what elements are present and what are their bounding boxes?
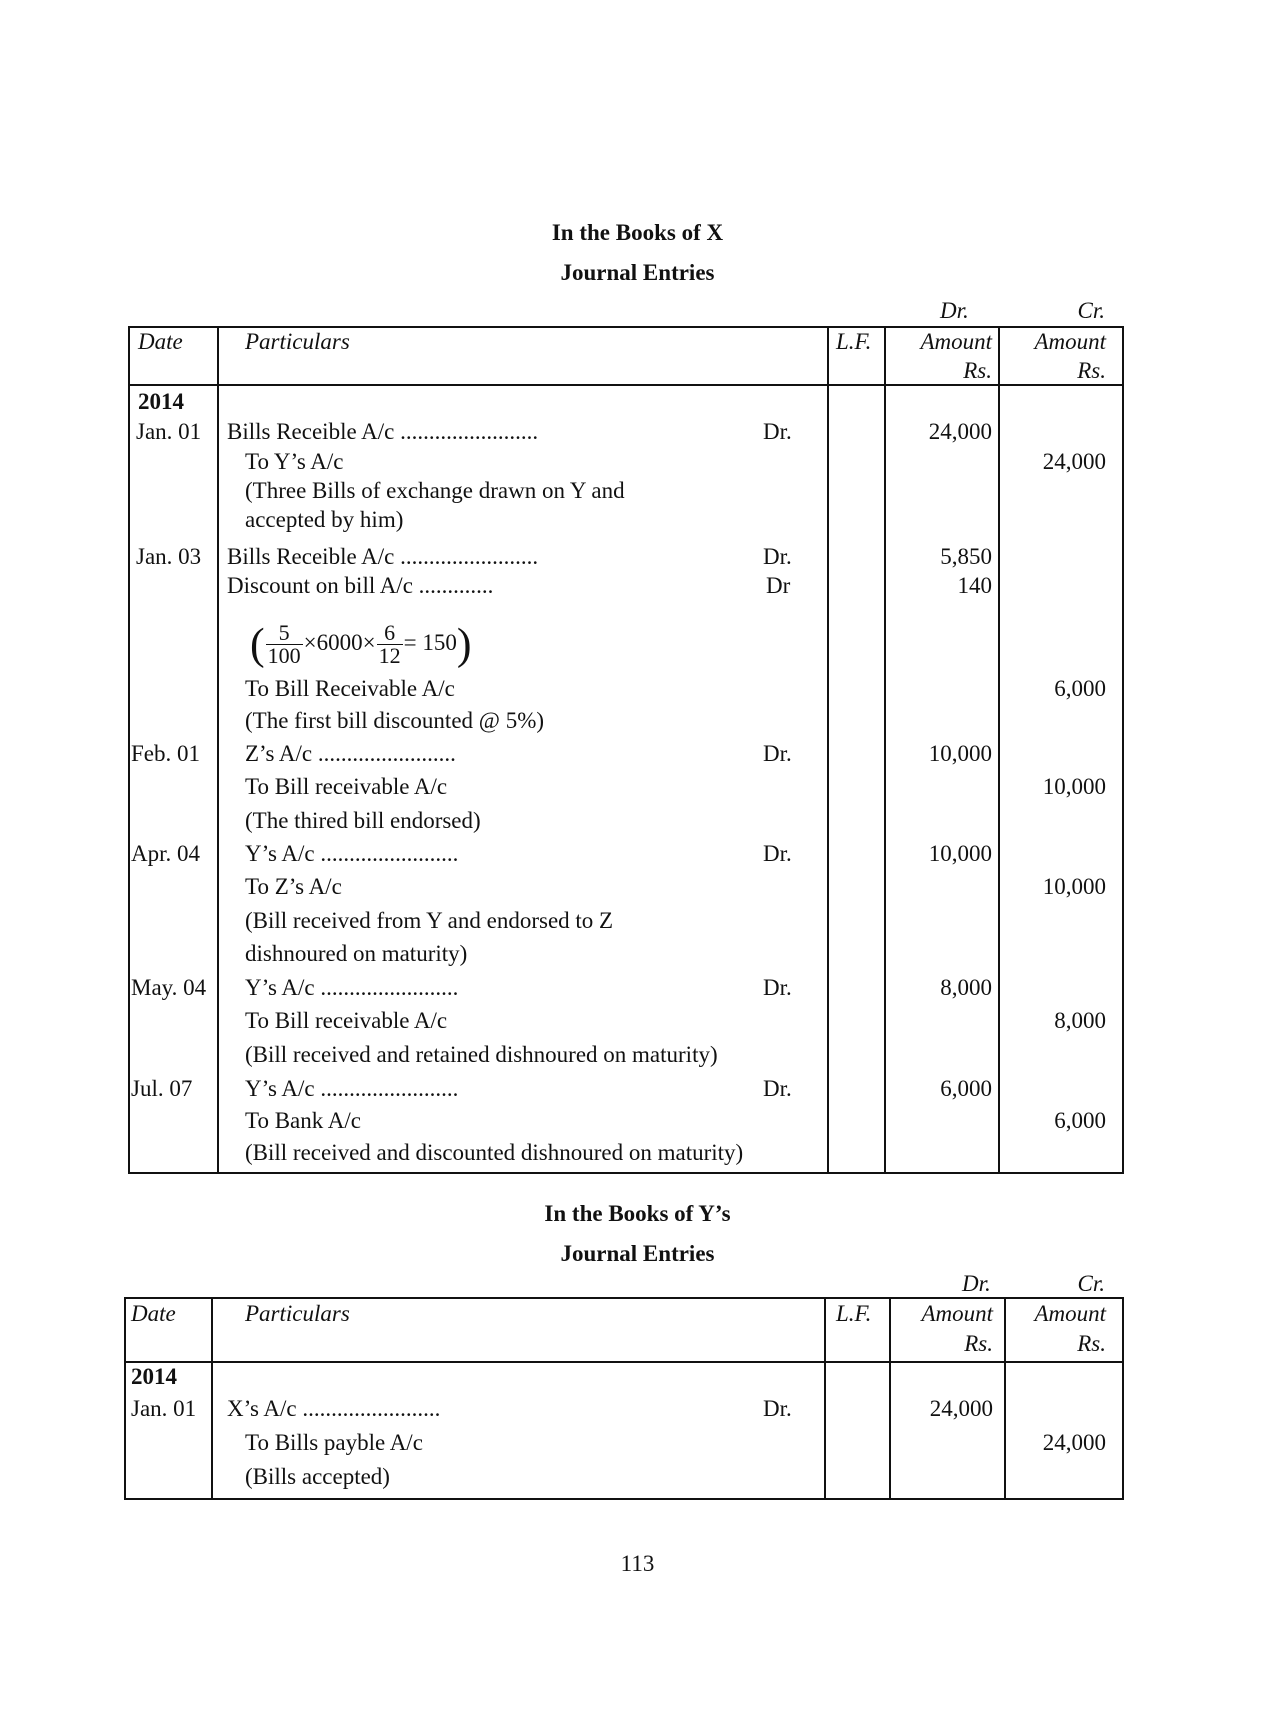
entry-narration: (Bill received and retained dishnoured on maturity) (245, 1042, 718, 1067)
col-divider (1004, 1297, 1006, 1500)
book1-dr-label: Dr. (940, 298, 969, 323)
fraction: $\frac{6}{12}$ (378, 620, 401, 669)
entry-dr-mark: Dr. (763, 544, 792, 569)
entry-narration: (Bill received from Y and endorsed to Z (245, 908, 614, 933)
col-divider (824, 1297, 826, 1500)
header-date: Date (131, 1301, 176, 1326)
entry-dr-mark: Dr. (763, 841, 792, 866)
header-cr-amount: Amount (1034, 329, 1106, 354)
entry-dr-mark: Dr. (763, 419, 792, 444)
header-cr-rs: Rs. (1077, 1331, 1106, 1356)
book2-title: In the Books of Y’s (544, 1201, 731, 1226)
entry-cr-amount: 8,000 (1054, 1008, 1106, 1033)
entry-date: Jan. 03 (136, 544, 202, 569)
close-paren: ) (456, 619, 472, 669)
entry-cr-amount: 10,000 (1042, 874, 1106, 899)
open-paren: ( (250, 619, 265, 669)
header-lf: L.F. (836, 329, 872, 354)
col-divider (998, 326, 1000, 1174)
entry-debit: Bills Receible A/c ........................ (227, 419, 539, 444)
entry-dr-amount: 24,000 (929, 1396, 993, 1421)
entry-cr-amount: 6,000 (1054, 1108, 1106, 1133)
book2-dr-label: Dr. (962, 1271, 991, 1296)
book1-title: In the Books of X (551, 220, 724, 245)
entry-narration: (Bill received and discounted dishnoured on maturity) (245, 1140, 744, 1165)
header-cr-amount: Amount (1034, 1301, 1106, 1326)
entry-narration: (The first bill discounted @ 5%) (245, 708, 545, 733)
entry-dr-amount: 10,000 (928, 841, 992, 866)
col-divider (889, 1297, 891, 1500)
entry-cr-amount: 24,000 (1042, 449, 1106, 474)
entry-dr-amount: 8,000 (940, 975, 992, 1000)
entry-debit: Z’s A/c ........................ (245, 741, 456, 766)
year-label: 2014 (138, 389, 184, 414)
entry-credit: To Bank A/c (245, 1108, 361, 1133)
col-divider (217, 326, 219, 1174)
discount-formula (250, 618, 472, 668)
entry-debit: Y’s A/c ........................ (245, 841, 459, 866)
book2-cr-label: Cr. (1077, 1271, 1105, 1296)
entry-dr-mark: Dr. (763, 975, 792, 1000)
header-date: Date (138, 329, 183, 354)
entry-narration: (Bills accepted) (245, 1464, 390, 1489)
entry-debit: Y’s A/c ........................ (245, 975, 459, 1000)
entry-dr-amount: 10,000 (928, 741, 992, 766)
entry-dr-amount: 24,000 (928, 419, 992, 444)
entry-date: Jul. 07 (131, 1076, 193, 1101)
entry-narration: accepted by him) (245, 507, 404, 532)
formula-result: = 150 (403, 630, 457, 655)
entry-credit: To Bill receivable A/c (245, 774, 448, 799)
book1-subtitle: Journal Entries (560, 260, 715, 285)
entry-credit: To Bill Receivable A/c (245, 676, 455, 701)
entry-cr-amount: 24,000 (1042, 1430, 1106, 1455)
entry-cr-amount: 6,000 (1054, 676, 1106, 701)
entry-dr-mark-2: Dr (766, 573, 791, 598)
entry-date: Apr. 04 (131, 841, 200, 866)
header-dr-rs: Rs. (963, 358, 992, 383)
entry-cr-amount: 10,000 (1042, 774, 1106, 799)
formula-mid: ×6000× (303, 630, 376, 655)
entry-debit: Bills Receible A/c ........................ (227, 544, 539, 569)
entry-dr-amount: 6,000 (940, 1076, 992, 1101)
header-lf: L.F. (836, 1301, 872, 1326)
header-dr-amount: Amount (920, 329, 992, 354)
entry-narration: (Three Bills of exchange drawn on Y and (245, 478, 625, 503)
entry-debit-2: Discount on bill A/c ............. (227, 573, 494, 598)
entry-dr-mark: Dr. (763, 741, 792, 766)
page-number: 113 (620, 1551, 655, 1576)
entry-narration: (The thired bill endorsed) (245, 808, 481, 833)
entry-credit: To Bills payble A/c (245, 1430, 423, 1455)
entry-debit: Y’s A/c ........................ (245, 1076, 459, 1101)
book2-subtitle: Journal Entries (560, 1241, 715, 1266)
entry-dr-amount: 5,850 (940, 544, 992, 569)
header-dr-amount: Amount (921, 1301, 993, 1326)
header-cr-rs: Rs. (1077, 358, 1106, 383)
entry-date: Jan. 01 (131, 1396, 197, 1421)
entry-narration: dishnoured on maturity) (245, 941, 468, 966)
header-dr-rs: Rs. (964, 1331, 993, 1356)
entry-date: May. 04 (131, 975, 207, 1000)
year-label: 2014 (131, 1364, 177, 1389)
entry-date: Feb. 01 (131, 741, 200, 766)
col-divider (827, 326, 829, 1174)
header-divider (124, 1361, 1124, 1363)
entry-debit: X’s A/c ........................ (227, 1396, 441, 1421)
header-particulars: Particulars (245, 329, 350, 354)
col-divider (884, 326, 886, 1174)
entry-credit: To Z’s A/c (245, 874, 342, 899)
entry-dr-mark: Dr. (763, 1396, 792, 1421)
entry-dr-amount-2: 140 (957, 573, 992, 598)
fraction: $\frac{5}{100}$ (267, 620, 301, 669)
book1-cr-label: Cr. (1077, 298, 1105, 323)
entry-dr-mark: Dr. (763, 1076, 792, 1101)
col-divider (211, 1297, 213, 1500)
entry-credit: To Y’s A/c (245, 449, 344, 474)
entry-credit: To Bill receivable A/c (245, 1008, 448, 1033)
header-particulars: Particulars (245, 1301, 350, 1326)
entry-date: Jan. 01 (136, 419, 202, 444)
